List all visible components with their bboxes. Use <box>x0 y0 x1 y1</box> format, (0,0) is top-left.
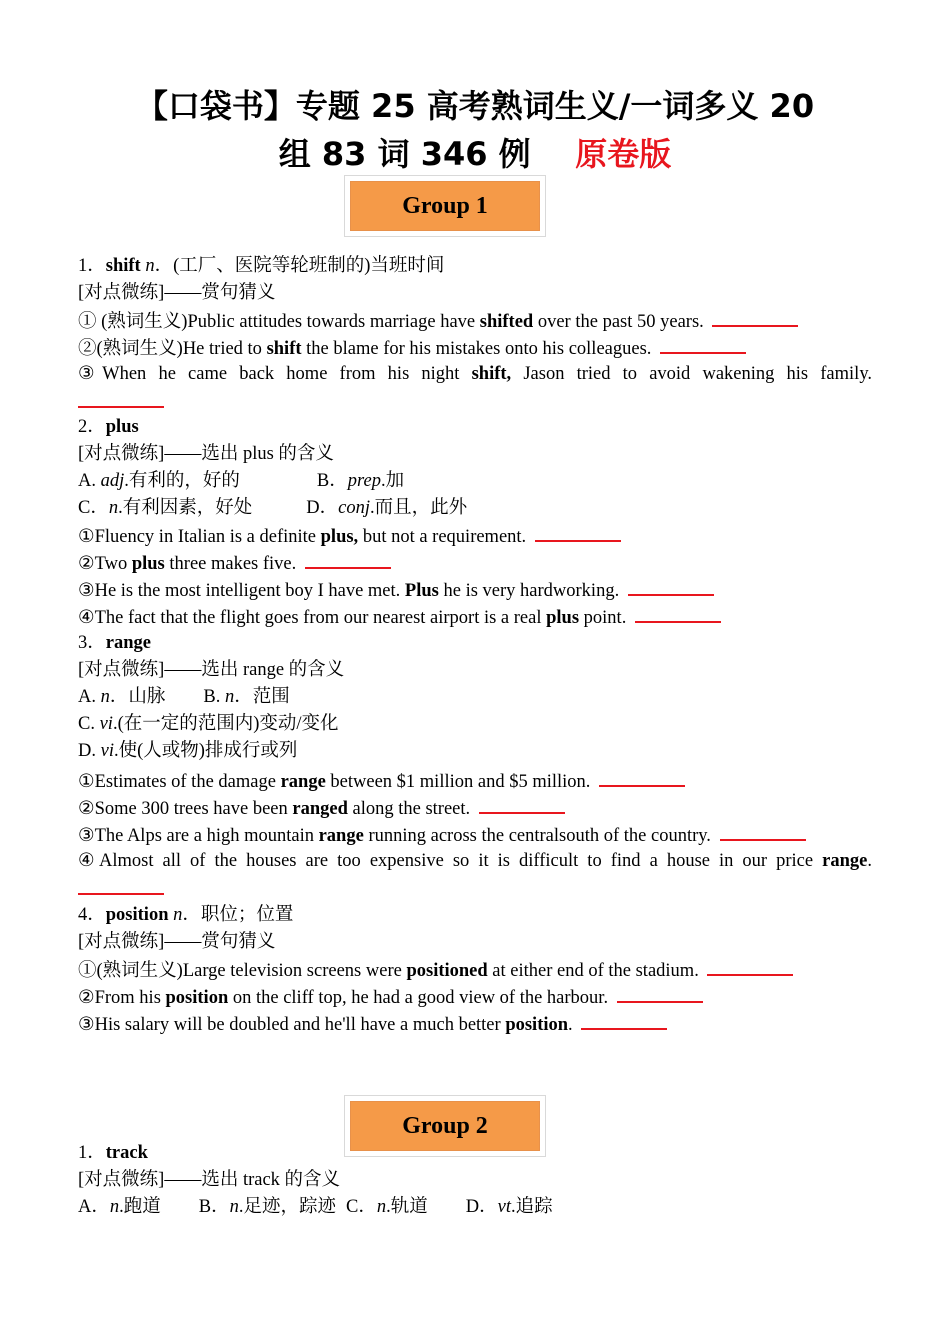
answer-blank[interactable] <box>599 767 685 787</box>
word-3-heading: 3．range <box>78 633 151 653</box>
answer-blank[interactable] <box>712 307 798 327</box>
example-sentence: ③His salary will be doubled and he'll have a much better position. <box>78 1010 872 1039</box>
word-number: 1． <box>78 256 106 276</box>
option-row: C．n.有利因素，好处 D．conj.而且，此外 <box>78 498 468 518</box>
answer-blank-row <box>78 875 872 904</box>
example-sentence: ②Two plus three makes five. <box>78 549 872 578</box>
answer-blank-row <box>78 388 872 417</box>
answer-blank[interactable] <box>535 522 621 542</box>
example-sentence: ②Some 300 trees have been ranged along the street. <box>78 794 872 823</box>
practice-label: [对点微练]——选出 plus 的含义 <box>78 444 334 464</box>
practice-label: [对点微练]——选出 range 的含义 <box>78 660 345 680</box>
example-sentence: ③When he came back home from his night shift, Jason tried to avoid wakening his family. <box>78 364 872 384</box>
word-4-heading: 4．position n．职位；位置 <box>78 905 294 925</box>
word-term: shift <box>105 256 141 276</box>
practice-label: [对点微练]——赏句猜义 <box>78 283 276 303</box>
example-sentence: ②(熟词生义)He tried to shift the blame for his mistakes onto his colleagues. <box>78 334 872 363</box>
answer-blank[interactable] <box>660 334 746 354</box>
example-sentence: ①(熟词生义)Large television screens were positioned at either end of the stadium. <box>78 956 872 985</box>
option-row: A. n．山脉 B. n．范围 <box>78 687 290 707</box>
title-main-text: 组 83 词 346 例 <box>278 135 531 173</box>
title-edition-label: 原卷版 <box>575 135 672 173</box>
answer-blank[interactable] <box>305 549 391 569</box>
word-pos: n <box>145 256 155 276</box>
document-title-line1: 【口袋书】专题 25 高考熟词生义/一词多义 20 <box>135 87 815 125</box>
example-sentence: ① (熟词生义)Public attitudes towards marriage have shifted over the past 50 years. <box>78 307 872 336</box>
group-1-heading: Group 1 <box>350 181 540 231</box>
answer-blank[interactable] <box>479 794 565 814</box>
example-sentence: ④The fact that the flight goes from our nearest airport is a real plus point. <box>78 603 872 632</box>
word-gloss: ．(工厂、医院等轮班制的)当班时间 <box>154 256 445 276</box>
answer-blank[interactable] <box>635 603 721 623</box>
example-sentence: ③The Alps are a high mountain range running across the centralsouth of the country. <box>78 821 872 850</box>
answer-blank[interactable] <box>628 576 714 596</box>
practice-label: [对点微练]——选出 track 的含义 <box>78 1170 341 1190</box>
group-1-heading-box <box>344 175 546 237</box>
example-sentence: ①Estimates of the damage range between $1 million and $5 million. <box>78 767 872 796</box>
answer-blank[interactable] <box>707 956 793 976</box>
answer-blank[interactable] <box>78 388 164 408</box>
example-sentence: ③He is the most intelligent boy I have met. Plus he is very hardworking. <box>78 576 872 605</box>
practice-label: [对点微练]——赏句猜义 <box>78 932 276 952</box>
word-1-heading: 1．track <box>78 1143 148 1163</box>
answer-blank[interactable] <box>617 983 703 1003</box>
example-sentence: ④Almost all of the houses are too expensive so it is difficult to find a house in our price range. <box>78 851 872 871</box>
group-2-heading: Group 2 <box>350 1101 540 1151</box>
option-row: D. vi.使(人或物)排成行或列 <box>78 741 298 761</box>
document-title-line2 <box>60 130 890 178</box>
word-2-heading: 2．plus <box>78 417 139 437</box>
option-row: A. adj.有利的，好的 B．prep.加 <box>78 471 405 491</box>
word-1-heading <box>78 253 872 280</box>
answer-blank[interactable] <box>720 821 806 841</box>
answer-blank[interactable] <box>581 1010 667 1030</box>
option-row: A．n.跑道 B．n.足迹，踪迹 C．n.轨道 D．vt.追踪 <box>78 1197 553 1217</box>
answer-blank[interactable] <box>78 875 164 895</box>
example-sentence: ②From his position on the cliff top, he had a good view of the harbour. <box>78 983 872 1012</box>
option-row: C. vi.(在一定的范围内)变动/变化 <box>78 714 339 734</box>
example-sentence: ①Fluency in Italian is a definite plus, but not a requirement. <box>78 522 872 551</box>
